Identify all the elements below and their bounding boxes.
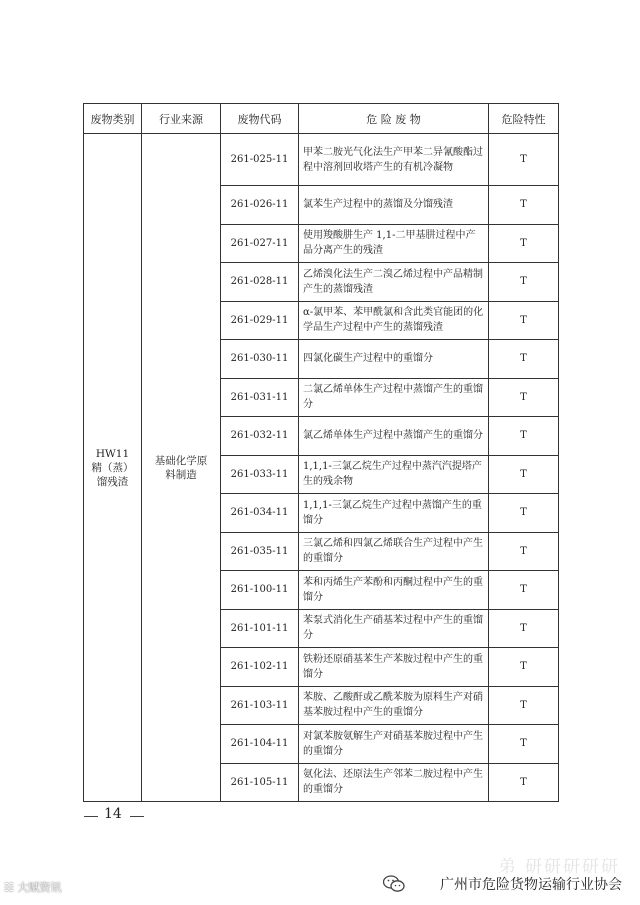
waste-description-cell: 氯苯生产过程中的蒸馏及分馏残渣 <box>299 186 489 225</box>
waste-code-cell: 261-030-11 <box>221 340 299 379</box>
waste-code-cell: 261-101-11 <box>221 609 299 648</box>
hazardous-waste-table <box>83 103 559 802</box>
waste-description-cell: 1,1,1-三氯乙烷生产过程中蒸馏产生的重馏分 <box>299 494 489 533</box>
waste-code-cell: 261-032-11 <box>221 417 299 456</box>
waste-description-cell: 氯乙烯单体生产过程中蒸馏产生的重馏分 <box>299 417 489 456</box>
header-waste-category: 废物类别 <box>84 104 142 134</box>
source-line: 基础化学原 <box>154 454 208 467</box>
hazard-characteristic-cell: T <box>489 609 559 648</box>
waste-code-cell: 261-033-11 <box>221 455 299 494</box>
hazard-characteristic-cell: T <box>489 725 559 764</box>
page-number: 14 <box>104 806 122 822</box>
category-line: HW11 <box>95 447 130 460</box>
hazard-characteristic-cell: T <box>489 417 559 456</box>
weibo-icon: ☷ <box>4 881 14 894</box>
hazard-characteristic-cell: T <box>489 763 559 802</box>
hazard-characteristic-cell: T <box>489 301 559 340</box>
hazard-characteristic-cell: T <box>489 134 559 186</box>
waste-description-cell: 苯胺、乙酸酐或乙酰苯胺为原料生产对硝基苯胺过程中产生的重馏分 <box>299 686 489 725</box>
waste-description-cell: 对氯苯胺氨解生产对硝基苯胺过程中产生的重馏分 <box>299 725 489 764</box>
source-watermark <box>4 879 61 895</box>
hazard-characteristic-cell: T <box>489 686 559 725</box>
page-number-dash-left <box>84 816 98 817</box>
faint-watermark-text: 弟 研研研研研 <box>498 857 620 877</box>
table-row <box>84 134 559 186</box>
waste-description-cell: 苯和丙烯生产苯酚和丙酮过程中产生的重馏分 <box>299 571 489 610</box>
hazard-characteristic-cell: T <box>489 494 559 533</box>
hazard-characteristic-cell: T <box>489 263 559 302</box>
waste-code-cell: 261-104-11 <box>221 725 299 764</box>
waste-code-cell: 261-028-11 <box>221 263 299 302</box>
waste-category-cell <box>84 134 142 802</box>
waste-description-cell: 使用羧酸肼生产 1,1-二甲基肼过程中产品分离产生的残渣 <box>299 224 489 263</box>
waste-description-cell: 苯泵式消化生产硝基苯过程中产生的重馏分 <box>299 609 489 648</box>
hazard-characteristic-cell: T <box>489 571 559 610</box>
header-hazard-characteristic: 危险特性 <box>489 104 559 134</box>
waste-code-cell: 261-029-11 <box>221 301 299 340</box>
waste-description-cell: 四氯化碳生产过程中的重馏分 <box>299 340 489 379</box>
hazard-characteristic-cell: T <box>489 378 559 417</box>
waste-description-cell: 甲苯二胺光气化法生产甲苯二异氰酸酯过程中溶剂回收塔产生的有机冷凝物 <box>299 134 489 186</box>
waste-description-cell: 三氯乙烯和四氯乙烯联合生产过程中产生的重馏分 <box>299 532 489 571</box>
header-hazardous-waste: 危 险 废 物 <box>299 104 489 134</box>
header-industry-source: 行业来源 <box>142 104 221 134</box>
waste-description-cell: 1,1,1-三氯乙烷生产过程中蒸汽汽提塔产生的残余物 <box>299 455 489 494</box>
waste-code-cell: 261-103-11 <box>221 686 299 725</box>
waste-description-cell: 铁粉还原硝基苯生产苯胺过程中产生的重馏分 <box>299 648 489 687</box>
waste-code-cell: 261-031-11 <box>221 378 299 417</box>
header-waste-code: 废物代码 <box>221 104 299 134</box>
wechat-icon <box>383 875 405 893</box>
hazard-characteristic-cell: T <box>489 532 559 571</box>
industry-source-cell <box>142 134 221 802</box>
waste-code-cell: 261-026-11 <box>221 186 299 225</box>
hazard-characteristic-cell: T <box>489 340 559 379</box>
waste-description-cell: 氨化法、还原法生产邻苯二胺过程中产生的重馏分 <box>299 763 489 802</box>
waste-code-cell: 261-105-11 <box>221 763 299 802</box>
waste-description-cell: 二氯乙烯单体生产过程中蒸馏产生的重馏分 <box>299 378 489 417</box>
hazard-characteristic-cell: T <box>489 648 559 687</box>
hazard-characteristic-cell: T <box>489 186 559 225</box>
association-watermark: 广州市危险货物运输行业协会 <box>440 877 622 893</box>
waste-code-cell: 261-035-11 <box>221 532 299 571</box>
page-number-dash-right <box>130 816 144 817</box>
hazard-characteristic-cell: T <box>489 455 559 494</box>
waste-code-cell: 261-027-11 <box>221 224 299 263</box>
category-line: 精（蒸） <box>91 461 134 474</box>
hazard-characteristic-cell: T <box>489 224 559 263</box>
waste-code-cell: 261-100-11 <box>221 571 299 610</box>
waste-code-cell: 261-102-11 <box>221 648 299 687</box>
source-watermark-label: 大赋资讯 <box>17 881 62 894</box>
table-header-row <box>84 104 559 134</box>
waste-code-cell: 261-025-11 <box>221 134 299 186</box>
source-line: 料制造 <box>165 468 197 481</box>
waste-description-cell: α-氯甲苯、苯甲酰氯和含此类官能团的化学品生产过程中产生的蒸馏残渣 <box>299 301 489 340</box>
waste-description-cell: 乙烯溴化法生产二溴乙烯过程中产品精制产生的蒸馏残渣 <box>299 263 489 302</box>
category-line: 馏残渣 <box>96 475 129 488</box>
waste-code-cell: 261-034-11 <box>221 494 299 533</box>
